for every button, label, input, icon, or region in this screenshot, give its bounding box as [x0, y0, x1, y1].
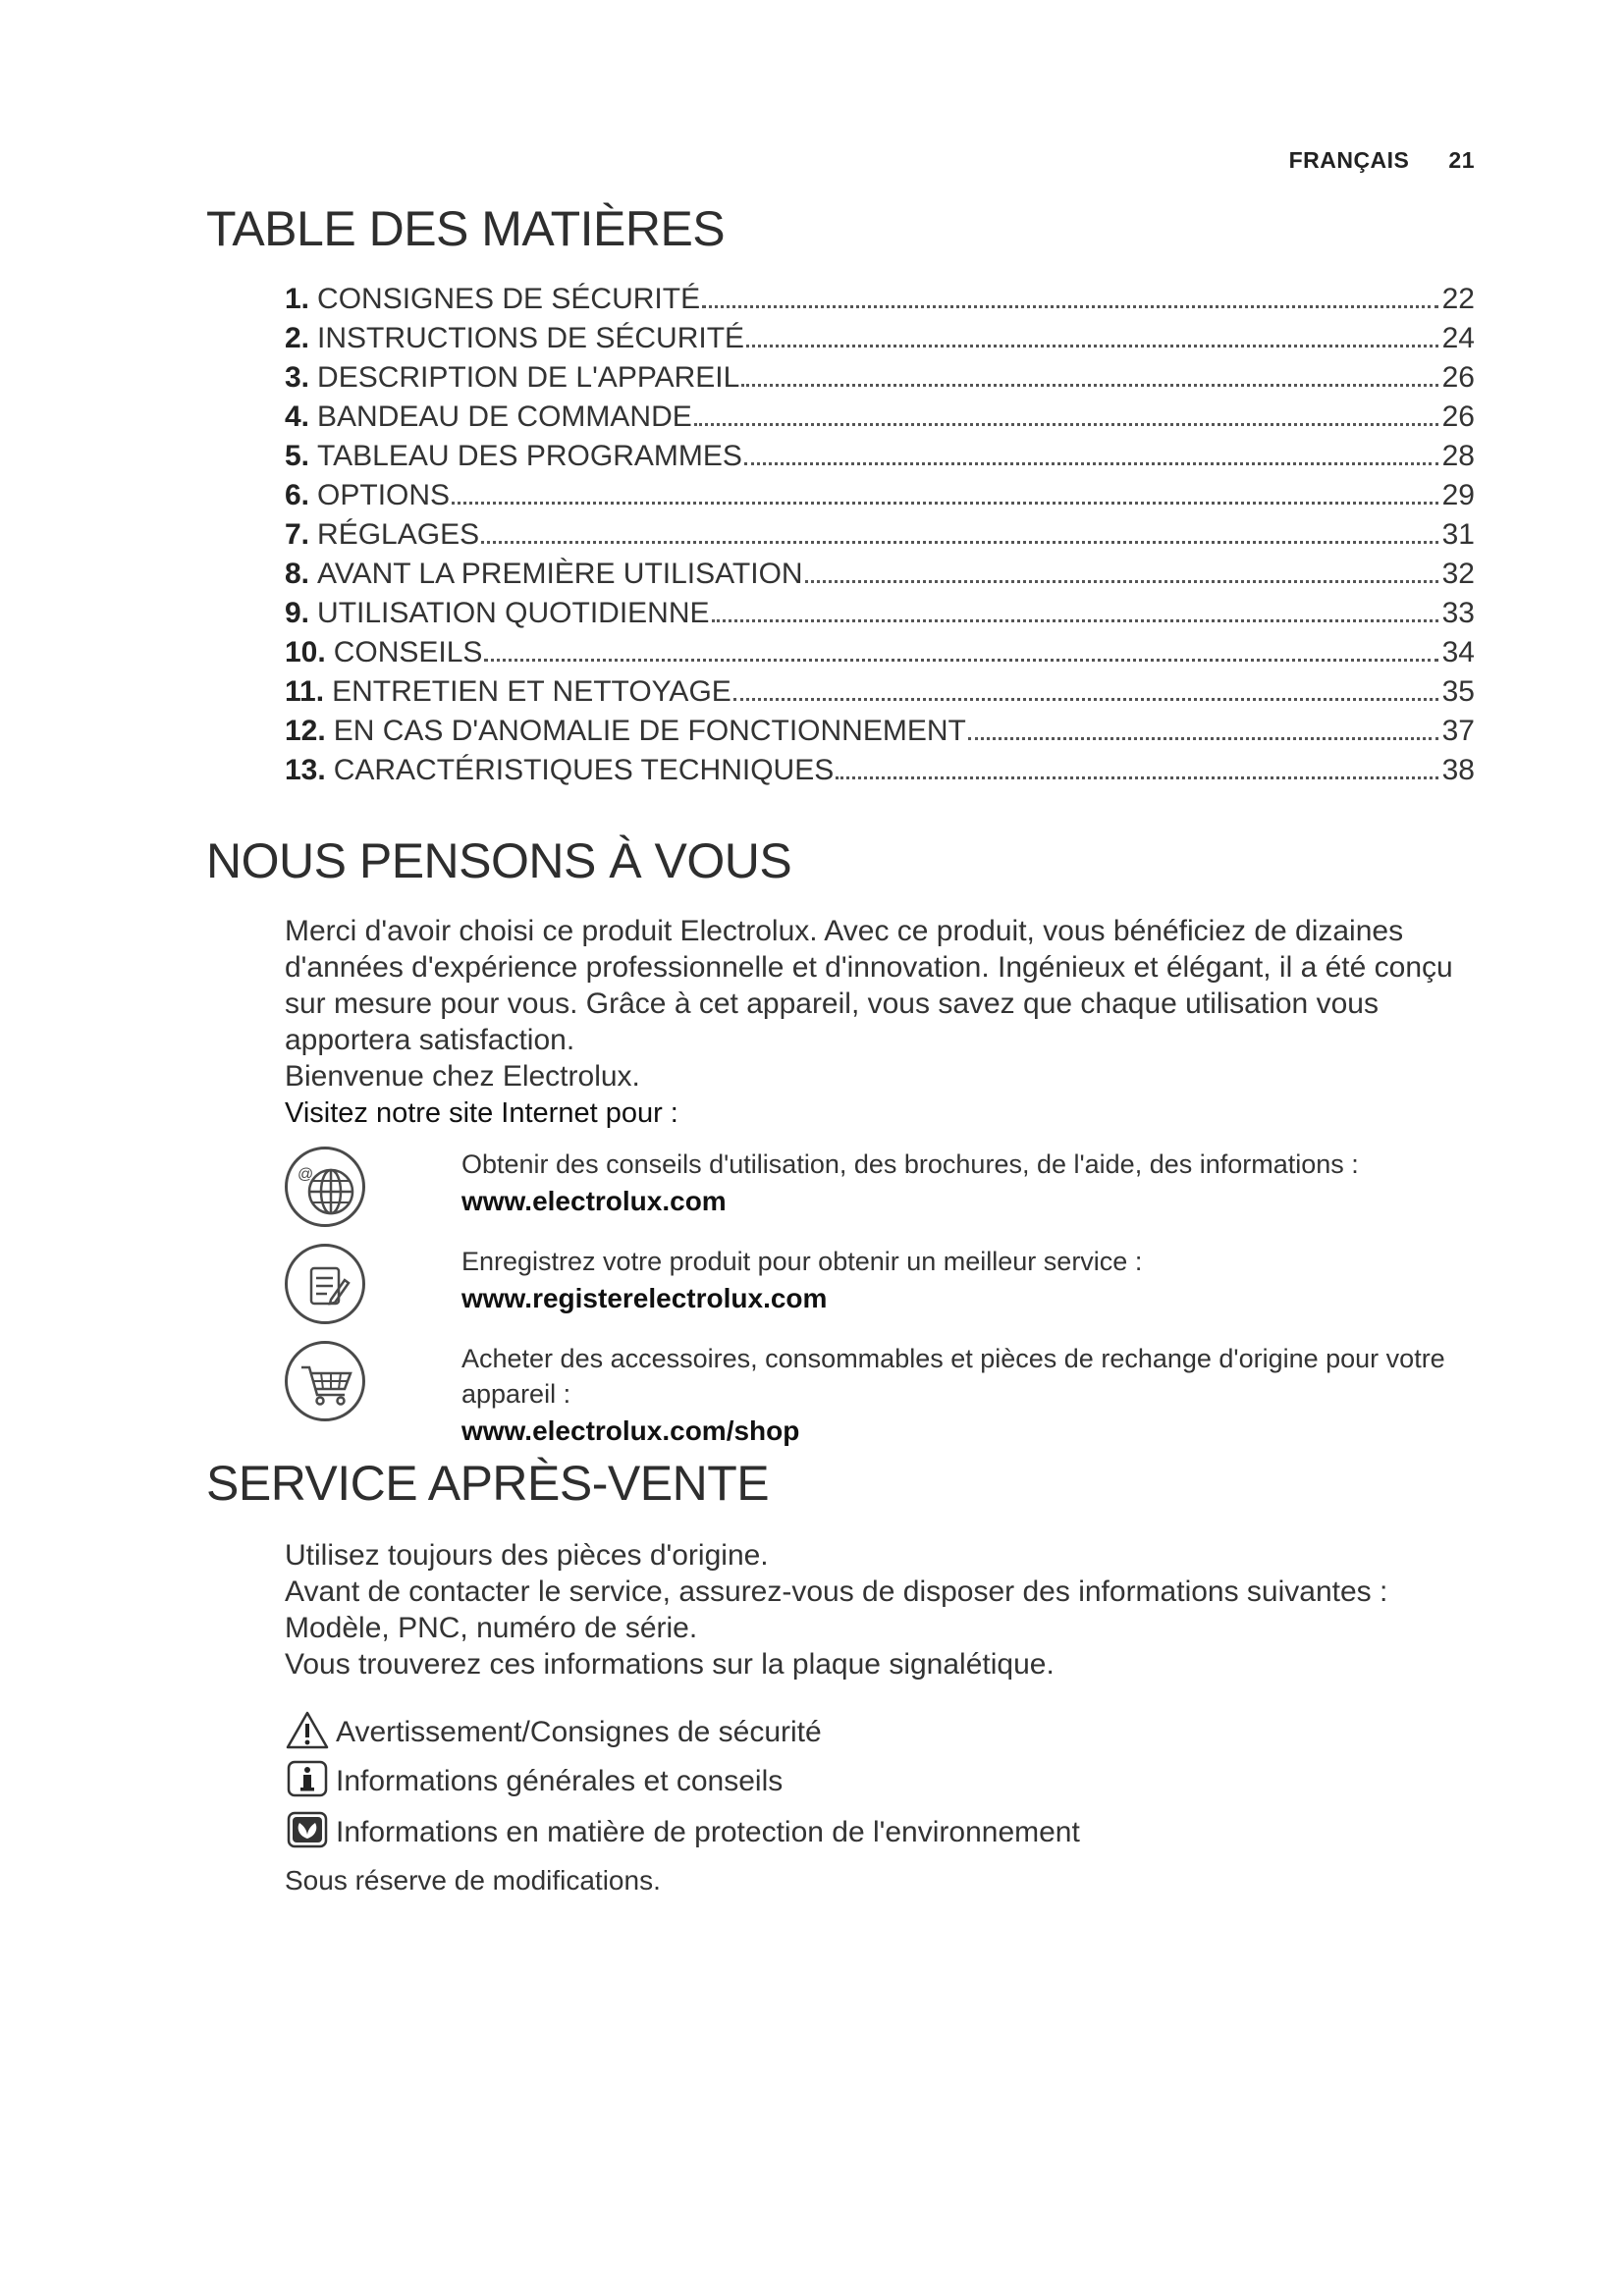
- service-title: SERVICE APRÈS-VENTE: [206, 1456, 770, 1511]
- weblink-support: [285, 1147, 1483, 1245]
- toc-item-number: 11.: [285, 675, 325, 708]
- page-number: 21: [1448, 147, 1475, 173]
- toc-item-number: 5.: [285, 440, 310, 472]
- weblink-url[interactable]: www.electrolux.com: [461, 1186, 727, 1216]
- toc-leader: [694, 423, 1438, 426]
- toc-item-page: 26: [1441, 400, 1475, 433]
- welcome-line: Bienvenue chez Electrolux.: [285, 1060, 640, 1093]
- environment-icon: [285, 1810, 330, 1859]
- toc-item-page: 31: [1441, 518, 1475, 551]
- weblink-description: Enregistrez votre produit pour obtenir un meilleur service :: [461, 1247, 1143, 1276]
- legend-text: Informations générales et conseils: [336, 1765, 784, 1797]
- toc-item-number: 12.: [285, 715, 326, 747]
- toc-item-label: CONSIGNES DE SÉCURITÉ: [317, 283, 701, 315]
- toc-item-page: 32: [1441, 558, 1475, 590]
- toc-item-page: 24: [1441, 322, 1475, 354]
- weblink-shop: [285, 1341, 1483, 1446]
- toc-item[interactable]: [285, 322, 1475, 361]
- toc-item-number: 3.: [285, 361, 310, 394]
- toc-item-number: 13.: [285, 754, 326, 786]
- toc-leader: [805, 580, 1438, 583]
- toc-item-page: 29: [1441, 479, 1475, 511]
- globe-icon: [285, 1147, 365, 1227]
- service-line: Vous trouverez ces informations sur la plaque signalétique.: [285, 1648, 1055, 1681]
- toc-item-number: 4.: [285, 400, 310, 433]
- toc-item[interactable]: [285, 518, 1475, 558]
- toc-item-page: 26: [1441, 361, 1475, 394]
- cart-icon: [285, 1341, 365, 1421]
- toc-item-number: 7.: [285, 518, 310, 551]
- toc-item-label: RÉGLAGES: [317, 518, 480, 551]
- toc-leader: [712, 619, 1438, 622]
- toc-item-label: TABLEAU DES PROGRAMMES: [317, 440, 742, 472]
- toc-leader: [746, 345, 1438, 347]
- toc-item-label: CONSEILS: [333, 636, 483, 668]
- toc-item-page: 28: [1441, 440, 1475, 472]
- weblink-description: Acheter des accessoires, consommables et pièces de rechange d'origine pour votre appareil :: [461, 1344, 1445, 1409]
- toc-item[interactable]: [285, 558, 1475, 597]
- svg-text:@: @: [298, 1166, 314, 1183]
- info-icon: [285, 1759, 330, 1808]
- toc-item-label: BANDEAU DE COMMANDE: [317, 400, 692, 433]
- service-line: Avant de contacter le service, assurez-vous de disposer des informations suivantes : Modèle, PNC, numéro de série.: [285, 1575, 1388, 1644]
- thanks-title: NOUS PENSONS À VOUS: [206, 833, 792, 888]
- toc-item-page: 33: [1441, 597, 1475, 629]
- toc-item[interactable]: [285, 754, 1475, 793]
- toc-item-label: INSTRUCTIONS DE SÉCURITÉ: [317, 322, 745, 354]
- toc-item[interactable]: [285, 440, 1475, 479]
- toc-item-number: 2.: [285, 322, 310, 354]
- toc-leader: [836, 776, 1437, 779]
- toc-item-page: 35: [1441, 675, 1475, 708]
- toc-item[interactable]: [285, 479, 1475, 518]
- toc-item-label: UTILISATION QUOTIDIENNE: [317, 597, 710, 629]
- toc-item[interactable]: [285, 675, 1475, 715]
- service-line: Utilisez toujours des pièces d'origine.: [285, 1539, 769, 1572]
- toc-leader: [744, 462, 1438, 465]
- toc-item-page: 34: [1441, 636, 1475, 668]
- toc-item[interactable]: [285, 636, 1475, 675]
- toc-leader: [741, 384, 1437, 387]
- table-of-contents: [285, 283, 1475, 793]
- visit-line: Visitez notre site Internet pour :: [285, 1097, 678, 1129]
- legend-text: Informations en matière de protection de l'environnement: [336, 1816, 1080, 1848]
- toc-item[interactable]: [285, 361, 1475, 400]
- warning-icon: [285, 1710, 330, 1759]
- toc-item-label: AVANT LA PREMIÈRE UTILISATION: [317, 558, 803, 590]
- toc-title: TABLE DES MATIÈRES: [206, 201, 726, 256]
- register-icon: [285, 1244, 365, 1324]
- service-text: [285, 1537, 1483, 1682]
- legend-text: Avertissement/Consignes de sécurité: [336, 1716, 822, 1748]
- toc-item-label: DESCRIPTION DE L'APPAREIL: [317, 361, 740, 394]
- toc-item-label: CARACTÉRISTIQUES TECHNIQUES: [333, 754, 835, 786]
- toc-item-label: ENTRETIEN ET NETTOYAGE: [332, 675, 731, 708]
- toc-leader: [733, 698, 1438, 701]
- toc-item-page: 22: [1441, 283, 1475, 315]
- toc-item[interactable]: [285, 715, 1475, 754]
- toc-item-page: 38: [1441, 754, 1475, 786]
- toc-leader: [702, 305, 1438, 308]
- toc-item-number: 8.: [285, 558, 310, 590]
- modification-note: Sous réserve de modifications.: [285, 1865, 661, 1896]
- toc-item-number: 10.: [285, 636, 326, 668]
- toc-item-page: 37: [1441, 715, 1475, 747]
- toc-item-number: 6.: [285, 479, 310, 511]
- weblink-register: [285, 1244, 1483, 1342]
- toc-item[interactable]: [285, 283, 1475, 322]
- toc-item-label: OPTIONS: [317, 479, 451, 511]
- intro-text: [285, 913, 1483, 1095]
- intro-paragraph: Merci d'avoir choisi ce produit Electrolux. Avec ce produit, vous bénéficiez de dizaines d'années d'expérience professionnelle et d'innovation. Ingénieux et élégant, il a été conçu sur mesure pour vous. Grâce à cet appareil, vous savez que chaque utilisation vous apportera satisfaction.: [285, 915, 1453, 1056]
- weblink-url[interactable]: www.registerelectrolux.com: [461, 1283, 828, 1313]
- language-label: FRANÇAIS: [1288, 147, 1410, 173]
- toc-item-number: 1.: [285, 283, 310, 315]
- toc-leader: [481, 541, 1438, 544]
- weblink-url[interactable]: www.electrolux.com/shop: [461, 1415, 800, 1446]
- toc-item[interactable]: [285, 400, 1475, 440]
- weblink-description: Obtenir des conseils d'utilisation, des brochures, de l'aide, des informations :: [461, 1149, 1359, 1179]
- toc-item-number: 9.: [285, 597, 310, 629]
- toc-leader: [968, 737, 1438, 740]
- toc-item-label: EN CAS D'ANOMALIE DE FONCTIONNEMENT: [333, 715, 966, 747]
- page-header: [1289, 147, 1475, 174]
- toc-item[interactable]: [285, 597, 1475, 636]
- toc-leader: [452, 502, 1438, 505]
- toc-leader: [484, 659, 1437, 662]
